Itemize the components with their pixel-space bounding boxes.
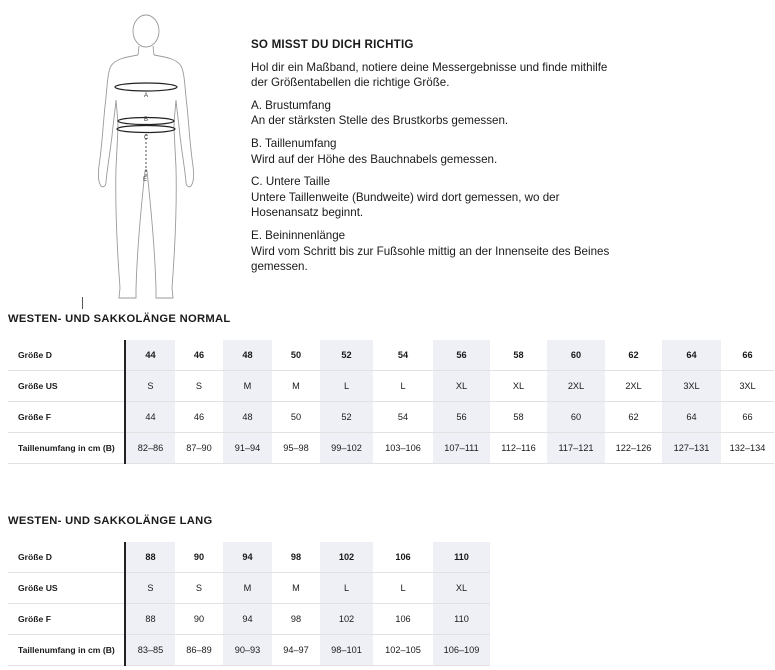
- table-cell: 90: [175, 542, 223, 573]
- table-cell: 58: [490, 340, 547, 371]
- table-row: [8, 402, 774, 433]
- table-row: [8, 340, 774, 371]
- table-cell: 58: [490, 402, 547, 433]
- table-cell: 50: [272, 340, 320, 371]
- table-cell: 132–134: [721, 433, 774, 464]
- row-label: Größe F: [8, 402, 125, 433]
- table-row: [8, 573, 490, 604]
- table-cell: S: [175, 573, 223, 604]
- table-cell: L: [320, 573, 373, 604]
- table-cell: 110: [433, 604, 490, 635]
- row-label: Größe D: [8, 340, 125, 371]
- table-cell: 64: [662, 340, 721, 371]
- table-row: [8, 371, 774, 402]
- measure-block: [251, 136, 651, 167]
- table-cell: 82–86: [125, 433, 175, 464]
- row-label: Taillenumfang in cm (B): [8, 433, 125, 464]
- table-cell: 83–85: [125, 635, 175, 666]
- table-cell: 95–98: [272, 433, 320, 464]
- measure-heading: A. Brustumfang: [251, 98, 331, 112]
- label-e: E: [143, 177, 148, 183]
- row-label: Größe US: [8, 573, 125, 604]
- table-cell: 88: [125, 542, 175, 573]
- table-cell: 56: [433, 402, 490, 433]
- table-cell: 122–126: [605, 433, 662, 464]
- measure-text: Wird vom Schritt bis zur Fußsohle mittig an der Innenseite des Beines: [251, 244, 610, 258]
- table-cell: 102: [320, 542, 373, 573]
- table-cell: 2XL: [605, 371, 662, 402]
- table-cell: 106–109: [433, 635, 490, 666]
- table-normal-title: WESTEN- UND SAKKOLÄNGE NORMAL: [8, 313, 231, 325]
- body-measurement-figure: [90, 8, 202, 308]
- table-cell: L: [373, 371, 433, 402]
- table-cell: M: [272, 573, 320, 604]
- guide-intro-line: Hol dir ein Maßband, notiere deine Messergebnisse und finde mithilfe: [251, 60, 608, 74]
- table-cell: 98: [272, 542, 320, 573]
- table-cell: 107–111: [433, 433, 490, 464]
- table-cell: 87–90: [175, 433, 223, 464]
- table-cell: 66: [721, 402, 774, 433]
- table-cell: 3XL: [662, 371, 721, 402]
- table-lang-title: WESTEN- UND SAKKOLÄNGE LANG: [8, 515, 213, 527]
- table-row: [8, 635, 490, 666]
- table-cell: 94–97: [272, 635, 320, 666]
- table-cell: 60: [547, 402, 605, 433]
- table-row: [8, 542, 490, 573]
- table-cell: XL: [433, 371, 490, 402]
- measure-text: gemessen.: [251, 260, 308, 274]
- table-cell: 117–121: [547, 433, 605, 464]
- row-label: Größe F: [8, 604, 125, 635]
- label-c: C: [144, 135, 149, 141]
- table-cell: S: [125, 371, 175, 402]
- table-cell: M: [223, 371, 272, 402]
- guide-intro: [251, 60, 651, 91]
- table-cell: 52: [320, 402, 373, 433]
- table-cell: 102–105: [373, 635, 433, 666]
- table-cell: M: [272, 371, 320, 402]
- table-cell: 112–116: [490, 433, 547, 464]
- table-cell: S: [125, 573, 175, 604]
- measure-list: [251, 98, 651, 275]
- table-cell: 54: [373, 402, 433, 433]
- size-table-normal: [8, 340, 774, 464]
- table-cell: M: [223, 573, 272, 604]
- table-row: [8, 433, 774, 464]
- row-label: Taillenumfang in cm (B): [8, 635, 125, 666]
- table-cell: XL: [490, 371, 547, 402]
- size-table-lang: [8, 542, 490, 666]
- measure-block: [251, 98, 651, 129]
- table-cell: S: [175, 371, 223, 402]
- measure-text: Untere Taillenweite (Bundweite) wird dort gemessen, wo der: [251, 190, 560, 204]
- table-cell: 94: [223, 542, 272, 573]
- table-cell: XL: [433, 573, 490, 604]
- measurement-guide: [251, 37, 651, 282]
- table-cell: 52: [320, 340, 373, 371]
- table-cell: 94: [223, 604, 272, 635]
- table-cell: 46: [175, 402, 223, 433]
- table-cell: 106: [373, 604, 433, 635]
- label-b: B: [144, 117, 149, 123]
- table-cell: 127–131: [662, 433, 721, 464]
- table-cell: 54: [373, 340, 433, 371]
- table-cell: 62: [605, 340, 662, 371]
- table-cell: 86–89: [175, 635, 223, 666]
- table-cell: 90: [175, 604, 223, 635]
- table-cell: L: [320, 371, 373, 402]
- table-cell: 56: [433, 340, 490, 371]
- table-cell: 48: [223, 340, 272, 371]
- table-cell: 98–101: [320, 635, 373, 666]
- table-row: [8, 604, 490, 635]
- table-cell: L: [373, 573, 433, 604]
- table-cell: 62: [605, 402, 662, 433]
- figure-baseline-tick: [82, 297, 83, 309]
- measure-heading: C. Untere Taille: [251, 175, 331, 189]
- table-cell: 102: [320, 604, 373, 635]
- table-cell: 44: [125, 340, 175, 371]
- table-cell: 90–93: [223, 635, 272, 666]
- measure-block: [251, 228, 651, 275]
- table-cell: 106: [373, 542, 433, 573]
- table-cell: 44: [125, 402, 175, 433]
- measure-block: [251, 174, 651, 221]
- table-cell: 48: [223, 402, 272, 433]
- label-a: A: [144, 93, 149, 99]
- guide-intro-line: der Größentabellen die richtige Größe.: [251, 76, 450, 90]
- measure-text: An der stärksten Stelle des Brustkorbs gemessen.: [251, 114, 509, 128]
- guide-title: SO MISST DU DICH RICHTIG: [251, 38, 414, 51]
- measure-heading: E. Beininnenlänge: [251, 228, 346, 242]
- table-cell: 50: [272, 402, 320, 433]
- table-cell: 64: [662, 402, 721, 433]
- table-cell: 103–106: [373, 433, 433, 464]
- table-cell: 99–102: [320, 433, 373, 464]
- table-cell: 2XL: [547, 371, 605, 402]
- table-cell: 91–94: [223, 433, 272, 464]
- table-cell: 46: [175, 340, 223, 371]
- table-cell: 88: [125, 604, 175, 635]
- table-cell: 60: [547, 340, 605, 371]
- table-cell: 3XL: [721, 371, 774, 402]
- table-cell: 110: [433, 542, 490, 573]
- measure-text: Wird auf der Höhe des Bauchnabels gemessen.: [251, 152, 498, 166]
- measure-heading: B. Taillenumfang: [251, 136, 337, 150]
- row-label: Größe US: [8, 371, 125, 402]
- row-label: Größe D: [8, 542, 125, 573]
- measure-text: Hosenansatz beginnt.: [251, 206, 364, 220]
- table-cell: 98: [272, 604, 320, 635]
- table-cell: 66: [721, 340, 774, 371]
